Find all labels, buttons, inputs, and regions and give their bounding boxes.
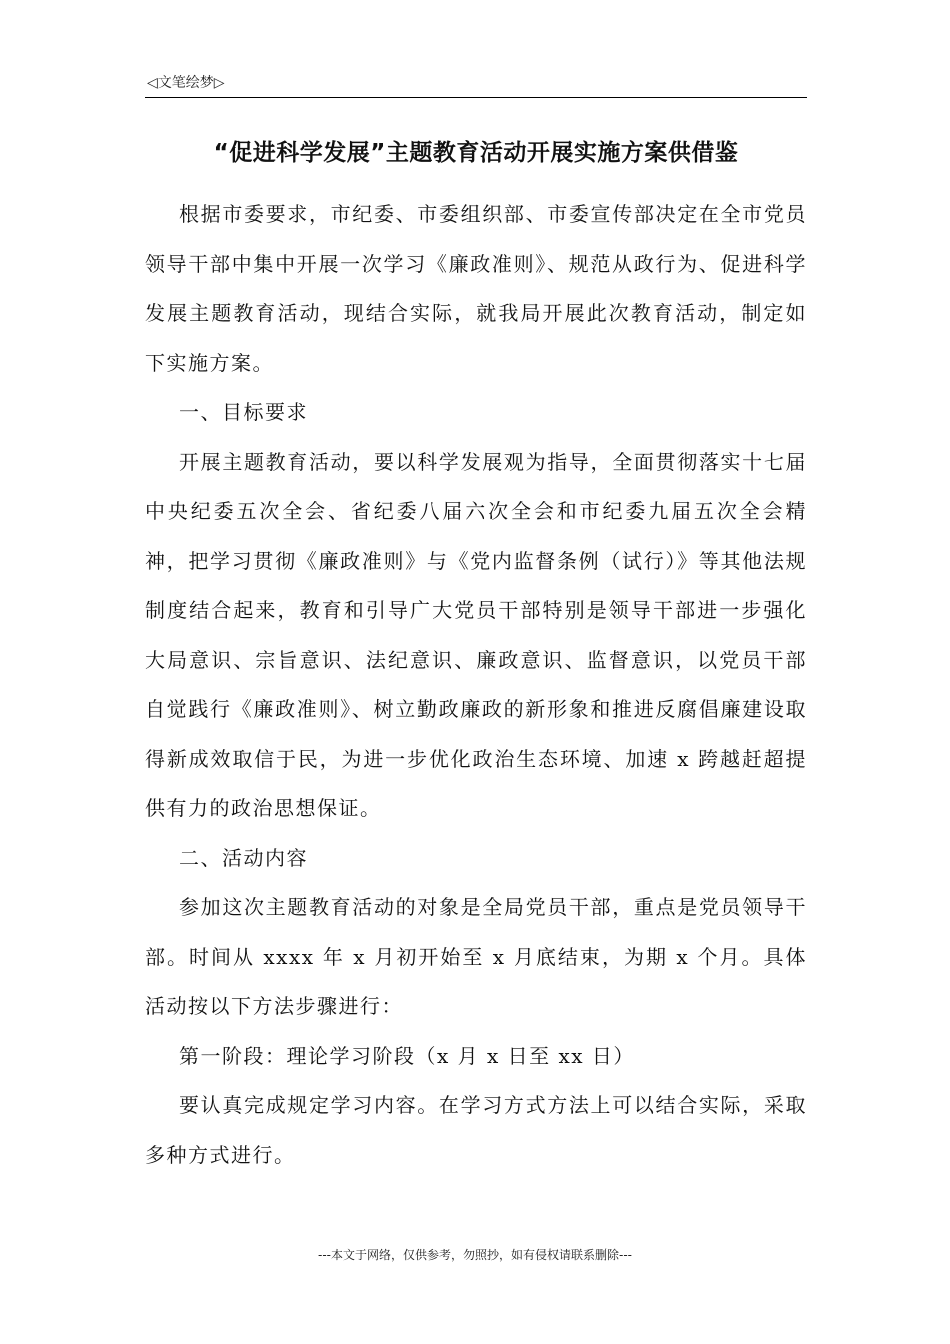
paragraph-stage-one: 要认真完成规定学习内容。在学习方式方法上可以结合实际，采取多种方式进行。 [145, 1093, 807, 1167]
stage-one-heading: 第一阶段：理论学习阶段（x 月 x 日至 xx 日） [179, 1043, 635, 1068]
paragraph-intro: 根据市委要求，市纪委、市委组织部、市委宣传部决定在全市党员领导干部中集中开展一次学习《廉政准则》、规范从政行为、促进科学发展主题教育活动，现结合实际，就我局开展此次教育活动，制定如下实施方案。 [145, 202, 807, 375]
document-title: “促进科学发展”主题教育活动开展实施方案供借鉴 [213, 140, 739, 166]
section-heading-goals: 一、目标要求 [179, 400, 308, 424]
document-body [145, 190, 807, 1180]
header-mark: ◁文笔绘梦▷ [147, 75, 225, 91]
section-heading-content: 二、活动内容 [179, 845, 308, 870]
paragraph-goals: 开展主题教育活动，要以科学发展观为指导，全面贯彻落实十七届中央纪委五次全会、省纪委八届六次全会和市纪委九届五次全会精神，把学习贯彻《廉政准则》与《党内监督条例（试行）》等其他法规制度结合起来，教育和引导广大党员干部特别是领导干部进一步强化大局意识、宗旨意识、法纪意识、廉政意识、监督意识，以党员干部自觉践行《廉政准则》、树立勤政廉政的新形象和推进反腐倡廉建设取得新成效取信于民，为进一步优化政治生态环境、加速 x 跨越赶超提供有力的政治思想保证。 [145, 449, 807, 820]
footer-disclaimer: ---本文于网络，仅供参考，勿照抄，如有侵权请联系删除--- [318, 1248, 632, 1262]
paragraph-content: 参加这次主题教育活动的对象是全局党员干部，重点是党员领导干部。时间从 xxxx 年 x 月初开始至 x 月底结束，为期 x 个月。具体活动按以下方法步骤进行： [145, 895, 807, 1018]
header-rule [145, 97, 807, 98]
